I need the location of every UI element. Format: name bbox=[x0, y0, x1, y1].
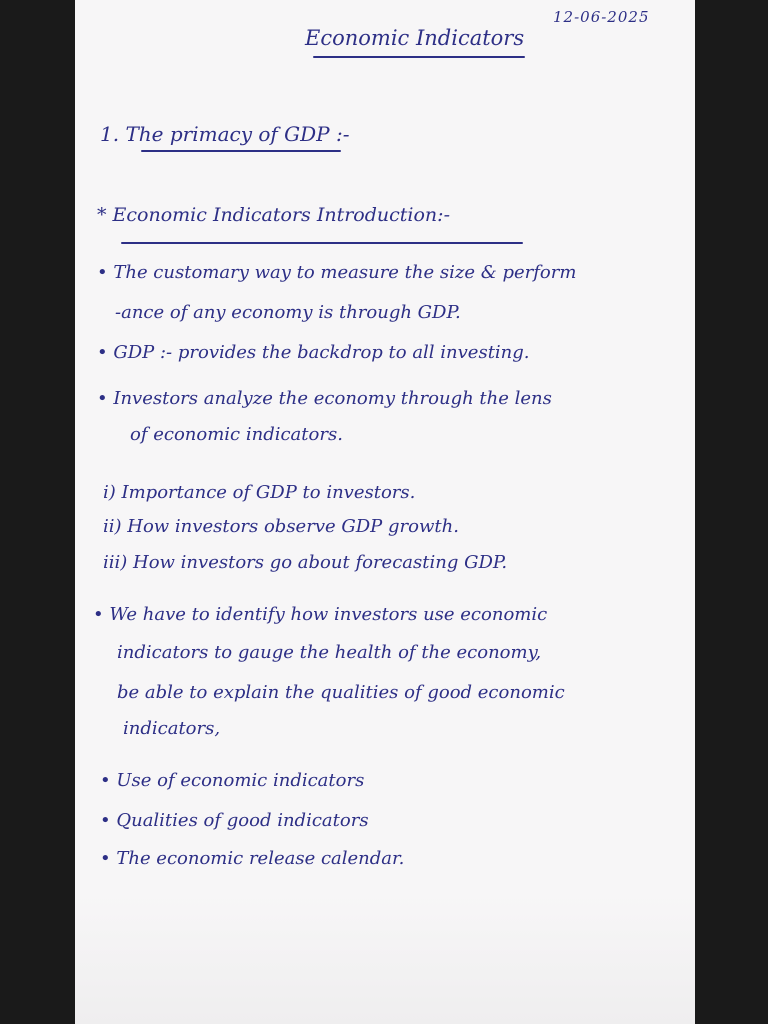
intro-bullet: • The customary way to measure the size & perform bbox=[97, 262, 577, 283]
intro-bullet-continuation: of economic indicators. bbox=[130, 424, 343, 445]
section-heading: 1. The primacy of GDP :- bbox=[100, 122, 350, 146]
intro-bullet-continuation: -ance of any economy is through GDP. bbox=[115, 302, 461, 323]
title-underline bbox=[313, 56, 525, 58]
identify-text: indicators, bbox=[123, 718, 221, 739]
subheading: * Economic Indicators Introduction:- bbox=[97, 204, 450, 226]
notebook-page bbox=[75, 0, 695, 1024]
final-bullet: • The economic release calendar. bbox=[100, 848, 405, 869]
numbered-point: iii) How investors go about forecasting GDP. bbox=[103, 552, 508, 573]
section-heading-underline bbox=[141, 150, 341, 152]
final-bullet: • Qualities of good indicators bbox=[100, 810, 369, 831]
intro-bullet: • GDP :- provides the backdrop to all investing. bbox=[97, 342, 530, 363]
intro-bullet: • Investors analyze the economy through the lens bbox=[97, 388, 552, 409]
subheading-underline bbox=[121, 242, 523, 244]
page-bottom-shadow bbox=[75, 894, 695, 1024]
numbered-point: i) Importance of GDP to investors. bbox=[103, 482, 416, 503]
identify-text: indicators to gauge the health of the economy, bbox=[117, 642, 542, 663]
page-date: 12-06-2025 bbox=[553, 8, 650, 26]
page-title: Economic Indicators bbox=[305, 26, 525, 50]
identify-text: • We have to identify how investors use economic bbox=[93, 604, 548, 625]
final-bullet: • Use of economic indicators bbox=[100, 770, 365, 791]
numbered-point: ii) How investors observe GDP growth. bbox=[103, 516, 459, 537]
identify-text: be able to explain the qualities of good economic bbox=[117, 682, 565, 703]
